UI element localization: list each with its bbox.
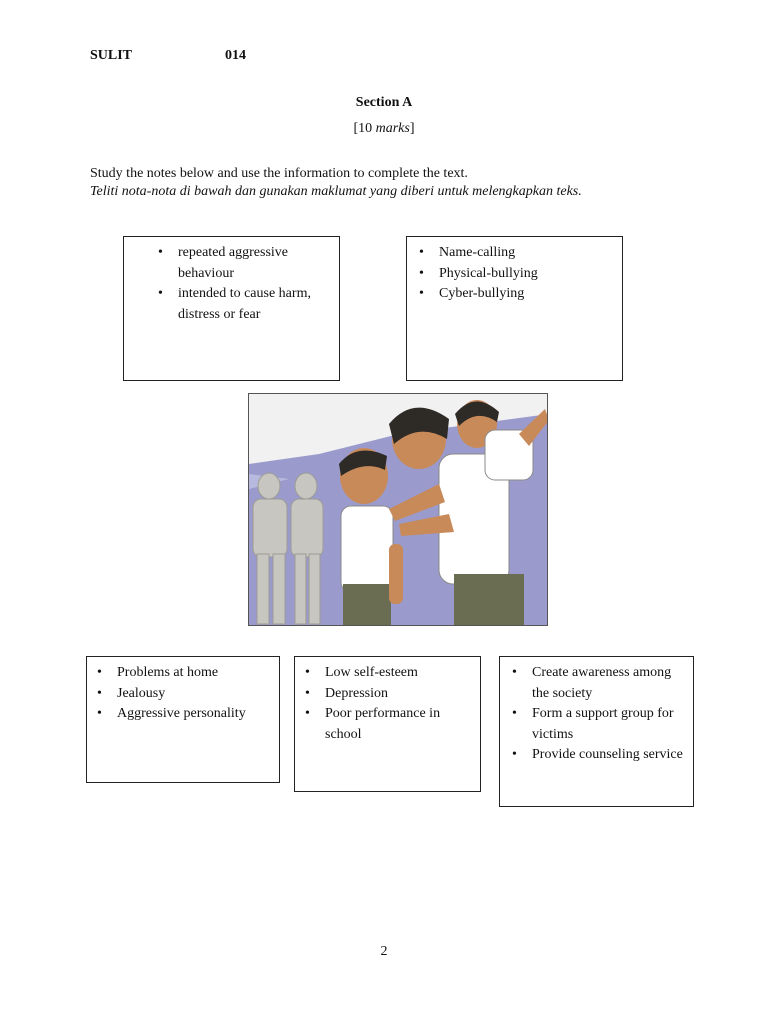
bullying-scene-image (249, 394, 548, 626)
marks-open: [10 (353, 121, 376, 136)
definition-list (154, 243, 331, 325)
notes-box-definition (123, 236, 340, 381)
list-item: • repeated aggressive behaviour (154, 243, 331, 284)
types-list (415, 243, 614, 305)
effects-list (301, 663, 466, 745)
section-title: Section A (355, 95, 413, 110)
marks-close: ] (409, 121, 415, 136)
causes-list (93, 663, 273, 725)
list-item: • Name-calling (415, 243, 614, 264)
notes-box-solutions (499, 656, 694, 807)
list-item: • Provide counseling service (508, 745, 685, 766)
notes-box-causes (86, 656, 280, 783)
solutions-list (508, 663, 685, 766)
header-code: 014 (225, 48, 246, 63)
list-item: • Poor performance in school (301, 704, 466, 745)
list-item: • Cyber-bullying (415, 284, 614, 305)
list-item: • Depression (301, 684, 466, 705)
page-number: 2 (380, 944, 388, 959)
list-item: • Create awareness among the society (508, 663, 685, 704)
section-marks (0, 121, 768, 137)
header-sulit: SULIT (90, 48, 133, 63)
list-item: • Aggressive personality (93, 704, 273, 725)
list-item: • Low self-esteem (301, 663, 466, 684)
instruction-malay: Teliti nota-nota di bawah dan gunakan maklumat yang diberi untuk melengkapkan teks. (90, 184, 582, 199)
instruction-english: Study the notes below and use the information to complete the text. (90, 166, 468, 181)
notes-box-effects (294, 656, 481, 792)
list-item: • Form a support group for victims (508, 704, 685, 745)
bullying-illustration (248, 393, 548, 626)
list-item: • Jealousy (93, 684, 273, 705)
notes-box-types (406, 236, 623, 381)
marks-word: marks (375, 121, 410, 136)
list-item: • Problems at home (93, 663, 273, 684)
list-item: • intended to cause harm, distress or fear (154, 284, 331, 325)
list-item: • Physical-bullying (415, 264, 614, 285)
